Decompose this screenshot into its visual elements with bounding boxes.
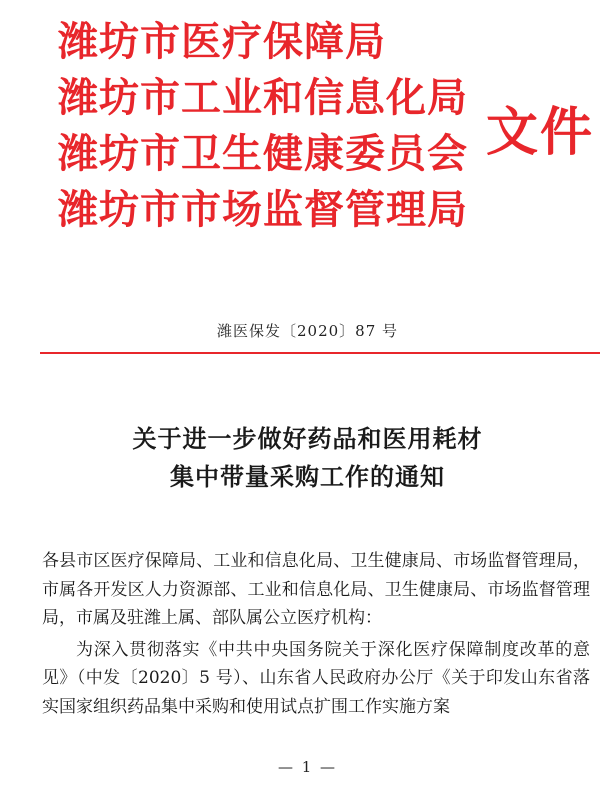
issuer-market-regulation-bureau: 潍坊市市场监督管理局 — [58, 186, 468, 233]
title-line-2: 集中带量采购工作的通知 — [170, 463, 445, 491]
issuer-industry-it-bureau: 潍坊市工业和信息化局 — [58, 74, 468, 121]
title-line-1: 关于进一步做好药品和医用耗材 — [132, 425, 483, 453]
red-divider — [40, 352, 600, 354]
document-type-label: 文件 — [486, 102, 595, 163]
recipients-paragraph: 各县市区医疗保障局、工业和信息化局、卫生健康局、市场监督管理局，市属各开发区人力资源部、工业和信息化局、卫生健康局、市场监督管理局，市属及驻潍上属、部队属公立医疗机构： — [42, 551, 590, 628]
body-paragraph-1: 为深入贯彻落实《中共中央国务院关于深化医疗保障制度改革的意见》（中发〔2020〕5 号）、山东省人民政府办公厅《关于印发山东省落实国家组织药品集中采购和使用试点扩围工作实施方案 — [42, 639, 590, 717]
document-body — [42, 547, 590, 721]
document-header — [0, 0, 615, 290]
document-number: 潍医保发〔2020〕87 号 — [216, 322, 399, 340]
document-title — [0, 420, 615, 496]
issuer-list — [58, 14, 478, 238]
page-number: — 1 — — [277, 758, 338, 776]
issuer-health-commission: 潍坊市卫生健康委员会 — [58, 130, 468, 177]
issuer-medical-security-bureau: 潍坊市医疗保障局 — [58, 18, 386, 65]
